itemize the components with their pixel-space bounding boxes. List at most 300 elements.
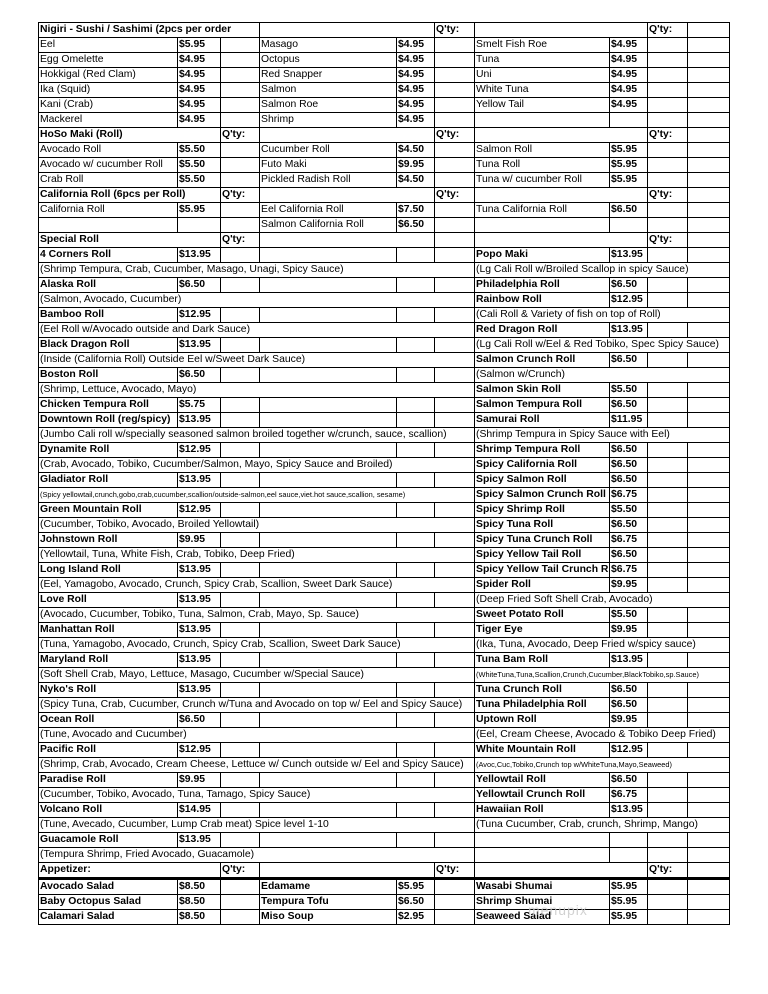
empty-cell [648, 218, 688, 233]
menu-row [39, 833, 730, 848]
empty-cell [435, 98, 475, 113]
item-cell: (Shrimp, Crab, Avocado, Cream Cheese, Lettuce w/ Cunch outside w/ Eel and Spicy Sauce) [39, 758, 475, 773]
item-cell: Philadelphia Roll [475, 278, 610, 293]
price-cell: $5.95 [178, 203, 221, 218]
empty-cell [260, 473, 397, 488]
item-cell: (Salmon w/Crunch) [475, 368, 730, 383]
empty-cell [397, 473, 435, 488]
price-cell: $6.50 [610, 398, 648, 413]
empty-cell [435, 38, 475, 53]
item-cell: Popo Maki [475, 248, 610, 263]
menu-row [39, 548, 730, 563]
item-cell: (Eel, Yamagobo, Avocado, Crunch, Spicy Crab, Scallion, Sweet Dark Sauce) [39, 578, 475, 593]
empty-cell [221, 653, 260, 668]
empty-cell [221, 683, 260, 698]
price-cell: $12.95 [178, 743, 221, 758]
empty-cell [688, 698, 730, 713]
price-cell: $5.50 [610, 503, 648, 518]
empty-cell [221, 833, 260, 848]
empty-cell [688, 895, 730, 910]
empty-cell [260, 833, 397, 848]
item-cell: Avocado w/ cucumber Roll [39, 158, 178, 173]
price-cell: $4.95 [397, 68, 435, 83]
empty-cell [648, 518, 688, 533]
empty-cell [435, 143, 475, 158]
item-cell: (Avocado, Cucumber, Tobiko, Tuna, Salmon, Crab, Mayo, Sp. Sauce) [39, 608, 475, 623]
empty-cell [688, 518, 730, 533]
item-cell: Nigiri - Sushi / Sashimi (2pcs per order [39, 23, 260, 38]
empty-cell [435, 910, 475, 925]
empty-cell [435, 413, 475, 428]
item-cell: Guacamole Roll [39, 833, 178, 848]
price-cell: $5.50 [178, 158, 221, 173]
item-cell: (Salmon, Avocado, Cucumber) [39, 293, 475, 308]
menu-row [39, 848, 730, 863]
empty-cell [397, 653, 435, 668]
item-cell: Tuna Philadelphia Roll [475, 698, 610, 713]
empty-cell [397, 308, 435, 323]
empty-cell [260, 23, 435, 38]
menu-row [39, 323, 730, 338]
price-cell: $7.50 [397, 203, 435, 218]
menu-row [39, 895, 730, 910]
item-cell: (Ika, Tuna, Avocado, Deep Fried w/spicy sauce) [475, 638, 730, 653]
empty-cell [435, 533, 475, 548]
price-cell: $5.50 [178, 173, 221, 188]
item-cell: California Roll (6pcs per Roll) [39, 188, 221, 203]
empty-cell [648, 323, 688, 338]
empty-cell [260, 398, 397, 413]
empty-cell [688, 653, 730, 668]
empty-cell [648, 563, 688, 578]
empty-cell [221, 413, 260, 428]
item-cell: Spicy Salmon Roll [475, 473, 610, 488]
empty-cell [221, 713, 260, 728]
menu-row [39, 128, 730, 143]
empty-cell [688, 53, 730, 68]
menu-body [39, 23, 730, 925]
empty-cell [260, 368, 397, 383]
empty-cell [688, 910, 730, 925]
item-cell: Masago [260, 38, 397, 53]
item-cell: Shrimp [260, 113, 397, 128]
empty-cell [221, 803, 260, 818]
item-cell: (Inside (California Roll) Outside Eel w/Sweet Dark Sauce) [39, 353, 475, 368]
empty-cell [648, 698, 688, 713]
empty-cell [435, 83, 475, 98]
empty-cell [688, 218, 730, 233]
empty-cell [475, 188, 648, 203]
empty-cell [688, 353, 730, 368]
empty-cell [221, 173, 260, 188]
price-cell: $6.50 [610, 278, 648, 293]
item-cell: White Mountain Roll [475, 743, 610, 758]
empty-cell [688, 203, 730, 218]
empty-cell [397, 278, 435, 293]
empty-cell [435, 248, 475, 263]
item-cell: Cucumber Roll [260, 143, 397, 158]
empty-cell [648, 398, 688, 413]
price-cell: $4.50 [397, 143, 435, 158]
empty-cell [221, 338, 260, 353]
item-cell: Spicy Tuna Crunch Roll [475, 533, 610, 548]
qty-label: Q'ty: [648, 23, 688, 38]
price-cell: $13.95 [178, 593, 221, 608]
item-cell: Tuna California Roll [475, 203, 610, 218]
price-cell: $5.95 [610, 158, 648, 173]
empty-cell [260, 308, 397, 323]
price-cell: $9.95 [610, 623, 648, 638]
item-cell: Eel [39, 38, 178, 53]
price-cell: $4.95 [178, 68, 221, 83]
empty-cell [688, 23, 730, 38]
empty-cell [260, 278, 397, 293]
empty-cell [688, 68, 730, 83]
empty-cell [648, 503, 688, 518]
price-cell: $6.50 [178, 368, 221, 383]
empty-cell [397, 368, 435, 383]
empty-cell [397, 743, 435, 758]
empty-cell [435, 803, 475, 818]
empty-cell [688, 503, 730, 518]
price-cell: $13.95 [610, 248, 648, 263]
qty-label: Q'ty: [435, 128, 475, 143]
item-cell: Green Mountain Roll [39, 503, 178, 518]
empty-cell [435, 308, 475, 323]
price-cell: $13.95 [610, 653, 648, 668]
menu-row [39, 473, 730, 488]
item-cell: (Tempura Shrimp, Fried Avocado, Guacamole) [39, 848, 475, 863]
empty-cell [688, 863, 730, 879]
item-cell: Calamari Salad [39, 910, 178, 925]
price-cell: $12.95 [178, 308, 221, 323]
empty-cell [221, 743, 260, 758]
price-cell: $4.95 [178, 98, 221, 113]
menu-row [39, 458, 730, 473]
price-cell: $6.50 [397, 218, 435, 233]
empty-cell [610, 848, 648, 863]
price-cell: $13.95 [178, 473, 221, 488]
empty-cell [435, 158, 475, 173]
empty-cell [221, 38, 260, 53]
empty-cell [648, 895, 688, 910]
price-cell: $13.95 [610, 323, 648, 338]
empty-cell [648, 879, 688, 895]
empty-cell [648, 623, 688, 638]
menu-row [39, 23, 730, 38]
empty-cell [688, 713, 730, 728]
item-cell: Love Roll [39, 593, 178, 608]
empty-cell [397, 398, 435, 413]
item-cell: Chicken Tempura Roll [39, 398, 178, 413]
menu-row [39, 578, 730, 593]
empty-cell [221, 563, 260, 578]
price-cell: $4.95 [397, 98, 435, 113]
empty-cell [221, 143, 260, 158]
menu-row [39, 173, 730, 188]
price-cell: $13.95 [178, 248, 221, 263]
empty-cell [435, 563, 475, 578]
empty-cell [397, 248, 435, 263]
empty-cell [221, 398, 260, 413]
price-cell: $9.95 [397, 158, 435, 173]
empty-cell [435, 53, 475, 68]
item-cell: Yellow Tail [475, 98, 610, 113]
empty-cell [475, 848, 610, 863]
empty-cell [221, 203, 260, 218]
item-cell: Tempura Tofu [260, 895, 397, 910]
empty-cell [688, 458, 730, 473]
menu-row [39, 53, 730, 68]
item-cell: Manhattan Roll [39, 623, 178, 638]
empty-cell [397, 413, 435, 428]
menu-row [39, 638, 730, 653]
empty-cell [648, 910, 688, 925]
price-cell: $8.50 [178, 910, 221, 925]
empty-cell [688, 578, 730, 593]
menu-row [39, 278, 730, 293]
price-cell: $4.95 [397, 113, 435, 128]
menu-row [39, 743, 730, 758]
item-cell: (Tune, Avocado and Cucumber) [39, 728, 475, 743]
empty-cell [688, 233, 730, 248]
empty-cell [688, 488, 730, 503]
menu-row [39, 533, 730, 548]
price-cell: $6.50 [610, 773, 648, 788]
empty-cell [397, 833, 435, 848]
item-cell: Smelt Fish Roe [475, 38, 610, 53]
menu-row [39, 113, 730, 128]
empty-cell [648, 548, 688, 563]
empty-cell [688, 248, 730, 263]
item-cell: Shrimp Tempura Roll [475, 443, 610, 458]
empty-cell [610, 833, 648, 848]
price-cell: $13.95 [610, 803, 648, 818]
price-cell: $6.50 [610, 353, 648, 368]
empty-cell [221, 879, 260, 895]
item-cell: Spicy Salmon Crunch Roll [475, 488, 610, 503]
item-cell: Tuna w/ cucumber Roll [475, 173, 610, 188]
item-cell: Shrimp Shumai [475, 895, 610, 910]
price-cell: $14.95 [178, 803, 221, 818]
item-cell: Egg Omelette [39, 53, 178, 68]
empty-cell [648, 578, 688, 593]
menu-row [39, 488, 730, 503]
menu-row [39, 518, 730, 533]
item-cell: Miso Soup [260, 910, 397, 925]
empty-cell [260, 338, 397, 353]
menu-row [39, 728, 730, 743]
empty-cell [221, 895, 260, 910]
empty-cell [221, 248, 260, 263]
empty-cell [688, 848, 730, 863]
menu-row [39, 713, 730, 728]
item-cell: (Deep Fried Soft Shell Crab, Avocado) [475, 593, 730, 608]
price-cell: $9.95 [178, 533, 221, 548]
empty-cell [435, 503, 475, 518]
empty-cell [435, 473, 475, 488]
price-cell: $5.95 [610, 143, 648, 158]
item-cell: Johnstown Roll [39, 533, 178, 548]
qty-label: Q'ty: [648, 233, 688, 248]
empty-cell [221, 68, 260, 83]
empty-cell [260, 413, 397, 428]
empty-cell [435, 113, 475, 128]
empty-cell [648, 353, 688, 368]
qty-label: Q'ty: [435, 23, 475, 38]
price-cell: $4.95 [610, 83, 648, 98]
empty-cell [435, 593, 475, 608]
empty-cell [221, 278, 260, 293]
item-cell: Uni [475, 68, 610, 83]
empty-cell [260, 743, 397, 758]
item-cell: (Lg Cali Roll w/Eel & Red Tobiko, Spec Spicy Sauce) [475, 338, 730, 353]
item-cell: Ocean Roll [39, 713, 178, 728]
empty-cell [688, 98, 730, 113]
empty-cell [260, 863, 435, 879]
empty-cell [397, 773, 435, 788]
price-cell: $6.50 [610, 473, 648, 488]
empty-cell [688, 188, 730, 203]
item-cell: (Shrimp, Lettuce, Avocado, Mayo) [39, 383, 475, 398]
price-cell: $4.95 [178, 113, 221, 128]
menu-row [39, 398, 730, 413]
empty-cell [688, 443, 730, 458]
empty-cell [610, 113, 648, 128]
empty-cell [221, 503, 260, 518]
price-cell: $5.95 [610, 879, 648, 895]
empty-cell [260, 593, 397, 608]
watermark: menupix [528, 902, 588, 918]
menu-row [39, 98, 730, 113]
price-cell: $5.95 [397, 879, 435, 895]
empty-cell [475, 863, 648, 879]
item-cell: Hokkigal (Red Clam) [39, 68, 178, 83]
item-cell: (WhiteTuna,Tuna,Scallion,Crunch,Cucumber,BlackTobiko,sp.Sauce) [475, 668, 730, 683]
empty-cell [688, 563, 730, 578]
item-cell: Kani (Crab) [39, 98, 178, 113]
empty-cell [435, 683, 475, 698]
price-cell: $6.75 [610, 788, 648, 803]
price-cell: $13.95 [178, 563, 221, 578]
empty-cell [648, 248, 688, 263]
empty-cell [435, 879, 475, 895]
item-cell: Mackerel [39, 113, 178, 128]
item-cell: (Lg Cali Roll w/Broiled Scallop in spicy Sauce) [475, 263, 730, 278]
price-cell: $9.95 [178, 773, 221, 788]
item-cell: (Jumbo Cali roll w/specially seasoned salmon broiled together w/crunch, sauce, scallion) [39, 428, 475, 443]
empty-cell [648, 293, 688, 308]
item-cell: (Avoc,Cuc,Tobiko,Crunch top w/WhiteTuna,Mayo,Seaweed) [475, 758, 730, 773]
empty-cell [221, 623, 260, 638]
empty-cell [688, 788, 730, 803]
price-cell: $4.95 [178, 53, 221, 68]
item-cell: Crab Roll [39, 173, 178, 188]
price-cell: $6.75 [610, 533, 648, 548]
item-cell: Eel California Roll [260, 203, 397, 218]
item-cell: Tuna [475, 53, 610, 68]
menu-row [39, 683, 730, 698]
empty-cell [435, 218, 475, 233]
menu-row [39, 503, 730, 518]
empty-cell [397, 683, 435, 698]
price-cell: $6.50 [178, 713, 221, 728]
empty-cell [260, 773, 397, 788]
item-cell: Avocado Salad [39, 879, 178, 895]
menu-row [39, 338, 730, 353]
empty-cell [221, 593, 260, 608]
item-cell: (Eel, Cream Cheese, Avocado & Tobiko Deep Fried) [475, 728, 730, 743]
empty-cell [221, 773, 260, 788]
item-cell: Spicy California Roll [475, 458, 610, 473]
empty-cell [688, 533, 730, 548]
qty-label: Q'ty: [221, 128, 260, 143]
item-cell: Spicy Yellow Tail Crunch R [475, 563, 610, 578]
menu-row [39, 308, 730, 323]
price-cell: $6.50 [610, 698, 648, 713]
empty-cell [688, 683, 730, 698]
item-cell: Spicy Tuna Roll [475, 518, 610, 533]
price-cell: $6.50 [610, 683, 648, 698]
empty-cell [260, 188, 435, 203]
item-cell: (Shrimp Tempura, Crab, Cucumber, Masago, Unagi, Spicy Sauce) [39, 263, 475, 278]
item-cell: Red Snapper [260, 68, 397, 83]
menu-row [39, 68, 730, 83]
empty-cell [39, 218, 178, 233]
item-cell: Samurai Roll [475, 413, 610, 428]
item-cell: Hawaiian Roll [475, 803, 610, 818]
empty-cell [648, 773, 688, 788]
price-cell: $5.95 [610, 910, 648, 925]
empty-cell [688, 323, 730, 338]
empty-cell [648, 98, 688, 113]
item-cell: (Cucumber, Tobiko, Avocado, Tuna, Tamago, Spicy Sauce) [39, 788, 475, 803]
qty-label: Q'ty: [435, 863, 475, 879]
item-cell: Tuna Roll [475, 158, 610, 173]
item-cell: Long Island Roll [39, 563, 178, 578]
item-cell: Gladiator Roll [39, 473, 178, 488]
empty-cell [688, 278, 730, 293]
item-cell: Maryland Roll [39, 653, 178, 668]
menu-row [39, 443, 730, 458]
menu-row [39, 668, 730, 683]
item-cell: Spicy Yellow Tail Roll [475, 548, 610, 563]
item-cell: (Cucumber, Tobiko, Avocado, Broiled Yellowtail) [39, 518, 475, 533]
empty-cell [648, 473, 688, 488]
empty-cell [435, 713, 475, 728]
empty-cell [648, 158, 688, 173]
empty-cell [397, 623, 435, 638]
empty-cell [221, 308, 260, 323]
menu-row [39, 263, 730, 278]
item-cell: Salmon Tempura Roll [475, 398, 610, 413]
empty-cell [397, 803, 435, 818]
price-cell: $12.95 [610, 743, 648, 758]
price-cell: $6.50 [610, 458, 648, 473]
item-cell: Boston Roll [39, 368, 178, 383]
item-cell: Yellowtail Roll [475, 773, 610, 788]
empty-cell [435, 68, 475, 83]
menu-row [39, 353, 730, 368]
item-cell: Volcano Roll [39, 803, 178, 818]
empty-cell [435, 743, 475, 758]
empty-cell [475, 113, 610, 128]
empty-cell [688, 158, 730, 173]
item-cell: Baby Octopus Salad [39, 895, 178, 910]
empty-cell [435, 833, 475, 848]
price-cell: $4.95 [610, 53, 648, 68]
item-cell: (Yellowtail, Tuna, White Fish, Crab, Tobiko, Deep Fried) [39, 548, 475, 563]
